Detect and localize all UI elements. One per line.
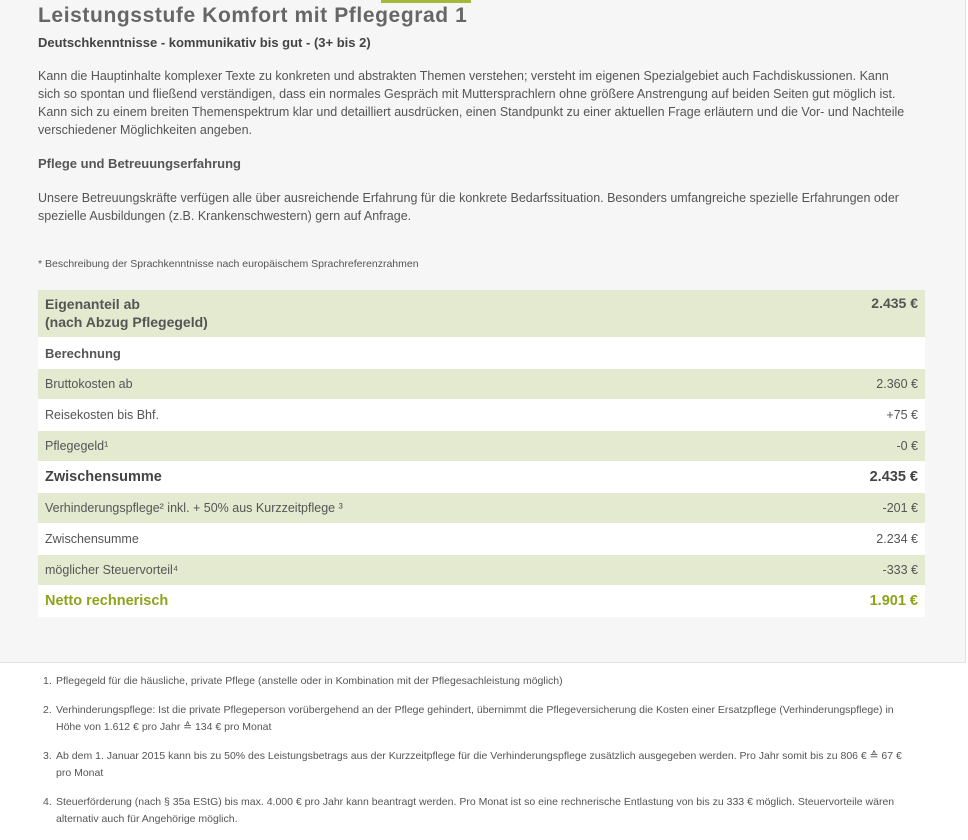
footnote-text: Verhinderungspflege: Ist die private Pflegeperson vorübergehend an der Pflege gehindert, übernimmt die Pflegeversicherung die Kosten einer Ersatzpflege (Verhinderungspflege) in (56, 704, 894, 716)
care-experience-heading: Pflege und Betreuungserfahrung (38, 156, 241, 171)
table-row (38, 555, 925, 586)
calculation-heading: Berechnung (45, 345, 121, 361)
cost-table (38, 290, 925, 617)
gross-cost-value: 2.360 € (876, 377, 918, 391)
subtotal-value: 2.234 € (876, 532, 918, 546)
footnote-number: 2. (43, 704, 52, 716)
subtotal-label: Zwischensumme (45, 469, 162, 485)
footnote-text: Steuerförderung (nach § 35a EStG) bis max. 4.000 € pro Jahr kann beantragt werden. Pro Monat ist so eine rechnerische Entlastung von bis zu 333 € möglich. Steuervorteile wären (56, 796, 895, 808)
gross-cost-label: Bruttokosten ab (45, 377, 133, 391)
table-row (38, 462, 925, 493)
language-description-line: Kann die Hauptinhalte komplexer Texte zu konkreten und abstrakten Themen verstehen; versteht im eigenen Spezialgebiet auch Fachdiskussionen. Kann (38, 69, 889, 83)
accent-bar (381, 0, 471, 3)
page-title: Leistungsstufe Komfort mit Pflegegrad 1 (38, 4, 468, 27)
language-reference-note: * Beschreibung der Sprachkenntnisse nach europäischem Sprachreferenzrahmen (38, 258, 419, 270)
tax-benefit-label: möglicher Steuervorteil⁴ (45, 563, 179, 577)
own-share-value: 2.435 € (871, 295, 918, 311)
table-row (38, 431, 925, 462)
footnote-text: alternativ auch für Angehörige möglich. (56, 813, 238, 825)
travel-cost-label: Reisekosten bis Bhf. (45, 408, 159, 422)
respite-care-label: Verhinderungspflege² inkl. + 50% aus Kurzzeitpflege ³ (45, 501, 343, 515)
language-description-line: Kann sich zu einem breiten Themenspektrum klar und detailliert ausdrücken, einen Standpunkt zu einer aktuellen Frage erläutern und die Vor- und Nachteile (38, 105, 905, 119)
footnotes-list (43, 673, 956, 840)
language-level-heading: Deutschkenntnisse - kommunikativ bis gut - (3+ bis 2) (38, 35, 371, 50)
footnote-item (43, 748, 956, 782)
care-allowance-label: Pflegegeld¹ (45, 439, 109, 453)
footnote-text: Ab dem 1. Januar 2015 kann bis zu 50% des Leistungsbetrags aus der Kurzzeitpflege für die Verhinderungspflege zusätzlich ausgegeben werden. Pro Jahr somit bis zu 806 € ≙ 67 € (56, 750, 902, 762)
language-description (38, 67, 930, 139)
table-row (38, 493, 925, 524)
respite-care-value: -201 € (882, 501, 918, 515)
footnote-number: 1. (43, 675, 52, 687)
calculation-heading-row (38, 338, 925, 369)
care-description-line: spezielle Ausbildungen (z.B. Krankenschwestern) gern auf Anfrage. (38, 209, 412, 223)
own-share-label (45, 295, 208, 331)
net-label: Netto rechnerisch (45, 593, 169, 609)
care-allowance-value: -0 € (896, 439, 918, 453)
footnote-item (43, 794, 956, 828)
footnote-text: Höhe von 1.612 € pro Jahr ≙ 134 € pro Monat (56, 721, 272, 733)
footnote-item (43, 702, 956, 736)
care-description-line: Unsere Betreuungskräfte verfügen alle über ausreichende Erfahrung für die konkrete Bedarfssituation. Besonders umfangreiche spezielle Erfahrungen oder (38, 191, 899, 205)
footnote-text: pro Monat (56, 767, 104, 779)
footnote-number: 3. (43, 750, 52, 762)
care-description (38, 189, 930, 225)
language-description-line: verschiedener Möglichkeiten angeben. (38, 123, 253, 137)
subtotal-label: Zwischensumme (45, 532, 139, 546)
footnote-number: 4. (43, 796, 52, 808)
travel-cost-value: +75 € (886, 408, 918, 422)
own-share-label-line: (nach Abzug Pflegegeld) (45, 314, 208, 330)
subtotal-value: 2.435 € (869, 469, 918, 485)
table-row (38, 524, 925, 555)
language-description-line: sich so spontan und fließend verständigen, dass ein normales Gespräch mit Muttersprachlern ohne größere Anstrengung auf beiden Seiten gut möglich ist. (38, 87, 896, 101)
own-share-row (38, 290, 925, 338)
net-row (38, 586, 925, 617)
footnote-text: Pflegegeld für die häusliche, private Pflege (anstelle oder in Kombination mit der Pflegesachleistung möglich) (56, 675, 563, 687)
net-value: 1.901 € (869, 593, 918, 609)
table-row (38, 369, 925, 400)
own-share-label-line: Eigenanteil ab (45, 296, 140, 312)
table-row (38, 400, 925, 431)
tax-benefit-value: -333 € (882, 563, 918, 577)
footnote-item (43, 673, 956, 690)
